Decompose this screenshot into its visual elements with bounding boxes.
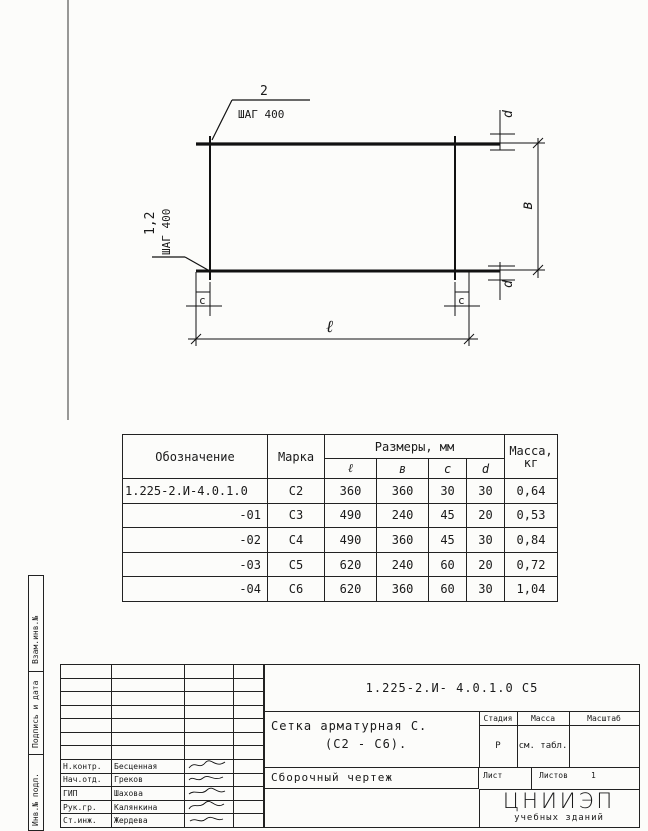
mass-value: см. табл. bbox=[517, 725, 569, 768]
cell-designation: -01 bbox=[123, 503, 268, 528]
header-b: в bbox=[377, 459, 429, 479]
staff-row bbox=[61, 773, 264, 787]
product-name bbox=[265, 711, 480, 768]
dim-c-left-label: c bbox=[199, 294, 206, 307]
cell-b: 360 bbox=[377, 479, 429, 504]
title-block-main bbox=[264, 664, 640, 828]
cell-b: 240 bbox=[377, 552, 429, 577]
cell-b: 360 bbox=[377, 528, 429, 553]
title-block bbox=[60, 664, 640, 828]
signature bbox=[185, 773, 234, 787]
staff-row bbox=[61, 800, 264, 814]
sheets-value: 1 bbox=[591, 771, 596, 780]
cell-d: 30 bbox=[467, 479, 505, 504]
table-row bbox=[123, 503, 558, 528]
dim-d-bottom-label: d bbox=[501, 280, 516, 288]
divider bbox=[569, 711, 570, 767]
cell-b: 360 bbox=[377, 577, 429, 602]
drawing-type: Сборочный чертеж bbox=[265, 767, 479, 789]
staff-row bbox=[61, 787, 264, 801]
cell-c: 45 bbox=[429, 503, 467, 528]
dim-width-label: в bbox=[518, 200, 536, 210]
mass-label: Масса bbox=[517, 711, 569, 726]
sheets-label: Листов bbox=[539, 771, 568, 780]
cell-d: 20 bbox=[467, 552, 505, 577]
cell-c: 30 bbox=[429, 479, 467, 504]
staff-row bbox=[61, 760, 264, 774]
header-mark: Марка bbox=[268, 435, 325, 479]
scale-value bbox=[569, 725, 639, 768]
dim-c-right-label: c bbox=[458, 294, 465, 307]
cell-designation: -02 bbox=[123, 528, 268, 553]
side-stamp bbox=[28, 575, 44, 831]
table-row bbox=[123, 577, 558, 602]
document-code: 1.225-2.И- 4.0.1.0 С5 bbox=[265, 665, 639, 712]
header-dimensions: Размеры, мм bbox=[325, 435, 505, 459]
staff-role: Рук.гр. bbox=[61, 800, 112, 814]
cell-mass: 0,53 bbox=[505, 503, 558, 528]
approval-table bbox=[60, 664, 264, 828]
side-inv-no: Инв.№ подл. bbox=[31, 773, 40, 826]
cell-mark: С6 bbox=[268, 577, 325, 602]
cell-mark: С2 bbox=[268, 479, 325, 504]
scale-label: Масштаб bbox=[569, 711, 639, 726]
callout-top-step: ШАГ 400 bbox=[238, 108, 285, 121]
table-row bbox=[123, 479, 558, 504]
header-mass-unit: кг bbox=[523, 455, 539, 470]
cell-d: 20 bbox=[467, 503, 505, 528]
callout-left-labels bbox=[143, 209, 173, 255]
side-replace-inv: Взам.инв.№ bbox=[31, 615, 40, 664]
staff-name: Калянкина bbox=[112, 800, 185, 814]
product-name-line1: Сетка арматурная С. bbox=[271, 719, 428, 733]
dim-length-label: ℓ bbox=[326, 317, 334, 337]
product-name-line2: (С2 - С6). bbox=[325, 737, 408, 751]
side-sign-date: Подпись и дата bbox=[31, 680, 40, 748]
cell-designation: -03 bbox=[123, 552, 268, 577]
cell-mark: С4 bbox=[268, 528, 325, 553]
header-c: c bbox=[429, 459, 467, 479]
cell-l: 490 bbox=[325, 503, 377, 528]
staff-role: ГИП bbox=[61, 787, 112, 801]
signature bbox=[185, 787, 234, 801]
cell-d: 30 bbox=[467, 528, 505, 553]
header-l: ℓ bbox=[325, 459, 377, 479]
cell-designation: -04 bbox=[123, 577, 268, 602]
cell-d: 30 bbox=[467, 577, 505, 602]
sheet-row bbox=[479, 767, 639, 790]
cell-l: 490 bbox=[325, 528, 377, 553]
divider bbox=[517, 711, 518, 767]
staff-name: Жердева bbox=[112, 814, 185, 828]
empty-cell bbox=[265, 789, 480, 827]
cell-c: 45 bbox=[429, 528, 467, 553]
cell-b: 240 bbox=[377, 503, 429, 528]
cell-mass: 0,64 bbox=[505, 479, 558, 504]
signature bbox=[185, 814, 234, 828]
spec-header-row bbox=[123, 435, 558, 459]
staff-role: Н.контр. bbox=[61, 760, 112, 774]
cell-l: 620 bbox=[325, 552, 377, 577]
org-subtitle: учебных зданий bbox=[514, 813, 604, 823]
stage-value: Р bbox=[479, 725, 517, 768]
staff-name: Греков bbox=[112, 773, 185, 787]
spec-table bbox=[122, 434, 558, 602]
org-name: ЦНИИЭП bbox=[502, 789, 616, 813]
callout-left-num: 1,2 bbox=[143, 211, 158, 235]
cell-mass: 1,04 bbox=[505, 577, 558, 602]
cell-l: 360 bbox=[325, 479, 377, 504]
callout-top-num: 2 bbox=[260, 84, 268, 99]
cell-mark: С3 bbox=[268, 503, 325, 528]
mesh-outline bbox=[196, 136, 500, 280]
staff-role: Ст.инж. bbox=[61, 814, 112, 828]
callout-left-step: ШАГ 400 bbox=[160, 208, 173, 255]
staff-name: Бесценная bbox=[112, 760, 185, 774]
header-mass-label: Масса, bbox=[509, 443, 553, 458]
organization bbox=[479, 789, 639, 827]
sheet-label: Лист bbox=[483, 771, 503, 780]
header-mass bbox=[505, 435, 558, 479]
staff-row bbox=[61, 814, 264, 828]
callout-left bbox=[152, 257, 208, 270]
staff-name: Шахова bbox=[112, 787, 185, 801]
cell-mark: С5 bbox=[268, 552, 325, 577]
table-row bbox=[123, 552, 558, 577]
cell-mass: 0,72 bbox=[505, 552, 558, 577]
stage-label: Стадия bbox=[479, 711, 517, 726]
cell-c: 60 bbox=[429, 552, 467, 577]
cell-l: 620 bbox=[325, 577, 377, 602]
cell-mass: 0,84 bbox=[505, 528, 558, 553]
signature bbox=[185, 800, 234, 814]
signature bbox=[185, 760, 234, 774]
cell-designation: 1.225-2.И-4.0.1.0 bbox=[123, 479, 268, 504]
dim-d-top-label: d bbox=[501, 110, 516, 118]
header-d: d bbox=[467, 459, 505, 479]
table-row bbox=[123, 528, 558, 553]
cell-c: 60 bbox=[429, 577, 467, 602]
staff-role: Нач.отд. bbox=[61, 773, 112, 787]
header-designation: Обозначение bbox=[123, 435, 268, 479]
